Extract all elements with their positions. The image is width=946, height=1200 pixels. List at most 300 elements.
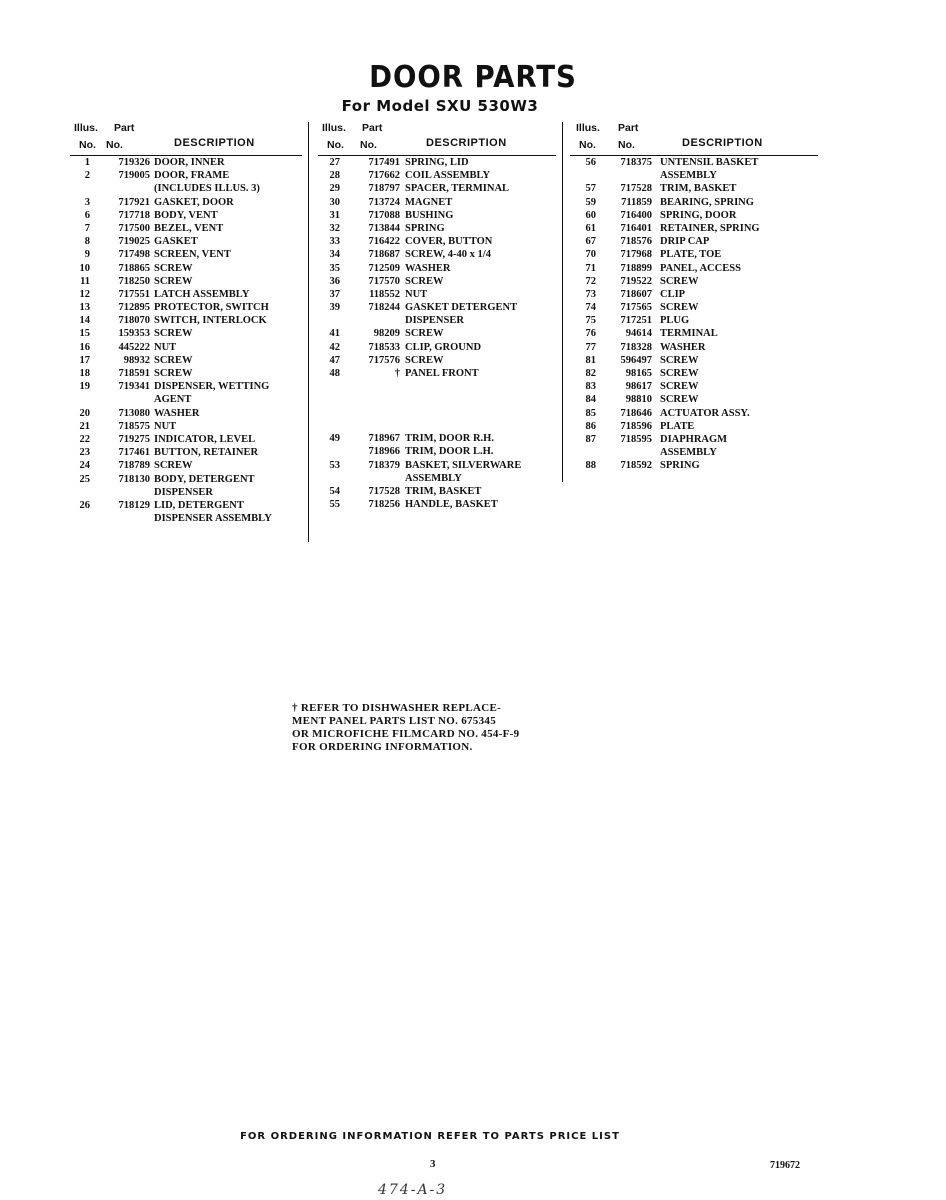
table-row	[70, 222, 305, 235]
table-row	[570, 209, 820, 222]
table-row	[318, 235, 563, 248]
part-description: SPACER, TERMINAL	[405, 183, 510, 195]
part-number: 716400	[620, 209, 652, 221]
note-line: FOR ORDERING INFORMATION.	[292, 741, 473, 753]
part-number: 718250	[118, 275, 150, 287]
part-number: 718797	[368, 183, 400, 195]
part-description: TRIM, DOOR L.H.	[405, 446, 494, 458]
table-row	[318, 314, 563, 327]
part-description: BASKET, SILVERWARE	[405, 459, 522, 471]
illus-number: 37	[329, 288, 340, 300]
part-description: CLIP	[660, 288, 686, 300]
table-row	[70, 275, 305, 288]
part-number: 718070	[118, 315, 150, 327]
table-row	[70, 235, 305, 248]
part-number: 719341	[118, 381, 150, 393]
ordering-note	[292, 702, 592, 754]
part-description: BODY, VENT	[154, 209, 218, 221]
table-row	[70, 314, 305, 327]
part-description: GASKET, DOOR	[154, 196, 234, 208]
part-header: Part	[362, 122, 383, 134]
parts-column-3	[570, 122, 820, 473]
table-row	[570, 301, 820, 314]
illus-number: 13	[79, 302, 90, 314]
part-number: 716422	[368, 236, 400, 248]
part-description: GASKET DETERGENT	[405, 302, 518, 314]
table-row	[318, 262, 563, 275]
table-row	[318, 367, 563, 380]
part-number: 717500	[118, 222, 150, 234]
illus-number: 20	[79, 407, 90, 419]
handwritten-mark: 474-A-3	[378, 1182, 448, 1198]
illus-number: 26	[79, 499, 90, 511]
illus-number: 76	[585, 328, 596, 340]
part-description: SCREW	[660, 381, 699, 393]
part-description: PLATE	[660, 420, 695, 432]
table-row	[70, 354, 305, 367]
part-description: DISPENSER ASSEMBLY	[154, 513, 272, 525]
part-description: SPRING	[405, 222, 445, 234]
illus-number: 74	[585, 302, 596, 314]
illus-number: 81	[585, 354, 596, 366]
illus-number: 8	[84, 236, 90, 248]
part-description: SWITCH, INTERLOCK	[154, 315, 267, 327]
part-description: DISPENSER	[154, 486, 213, 498]
part-number: 718129	[118, 499, 150, 511]
table-row	[318, 169, 563, 182]
illus-no-header: No.	[579, 139, 596, 151]
illus-number: 42	[329, 341, 340, 353]
table-row	[570, 354, 820, 367]
part-number: 98165	[625, 368, 652, 379]
table-row	[318, 327, 563, 340]
part-number: 717565	[620, 302, 652, 314]
part-description: ASSEMBLY	[660, 447, 717, 459]
part-description: ACTUATOR ASSY.	[660, 407, 750, 419]
part-number: 719522	[620, 275, 652, 287]
table-row	[570, 367, 820, 380]
table-row	[570, 380, 820, 393]
table-row	[70, 486, 305, 499]
part-number: 718687	[368, 249, 400, 261]
part-description: LATCH ASSEMBLY	[154, 288, 250, 300]
part-number: 717528	[620, 183, 652, 195]
part-number: 716401	[620, 222, 652, 234]
part-description: BUSHING	[405, 209, 454, 221]
part-description: ASSEMBLY	[660, 170, 717, 182]
table-row	[70, 367, 305, 380]
part-number: 718130	[118, 473, 150, 485]
note-line: MENT PANEL PARTS LIST NO. 675345	[292, 715, 496, 727]
part-number: 712509	[368, 262, 400, 274]
table-row	[318, 472, 563, 485]
illus-header: Illus.	[322, 122, 346, 134]
part-description: SPRING, LID	[405, 157, 469, 168]
part-number: 717251	[620, 315, 652, 327]
illus-number: 84	[585, 394, 596, 406]
column-header	[70, 122, 305, 156]
part-description: SCREW	[660, 368, 699, 379]
part-number: 711859	[621, 196, 652, 208]
illus-number: 28	[329, 170, 340, 182]
part-description: DISPENSER, WETTING	[154, 381, 270, 393]
part-description: SCREW	[660, 394, 699, 406]
part-number: 98810	[625, 394, 652, 406]
part-description: UNTENSIL BASKET	[660, 157, 759, 168]
part-number: 717718	[118, 209, 150, 221]
page-number: 3	[430, 1158, 436, 1170]
table-row	[570, 156, 820, 169]
illus-number: 3	[84, 196, 90, 208]
part-description: NUT	[154, 420, 177, 432]
table-row	[570, 341, 820, 354]
table-row	[318, 485, 563, 498]
part-description: PROTECTOR, SWITCH	[154, 302, 269, 314]
illus-number: 56	[585, 157, 596, 168]
table-row	[570, 314, 820, 327]
part-number: 159353	[118, 328, 150, 340]
part-number: 718596	[620, 420, 652, 432]
illus-number: 24	[79, 460, 90, 472]
part-description: SPRING, DOOR	[660, 209, 737, 221]
part-number: 718865	[118, 262, 150, 274]
part-number: 98209	[373, 328, 400, 340]
part-number: 596497	[620, 354, 652, 366]
part-number: 718591	[118, 368, 150, 379]
illus-number: 49	[329, 433, 340, 445]
illus-number: 60	[585, 209, 596, 221]
table-row	[570, 169, 820, 182]
table-row	[570, 433, 820, 446]
illus-number: 9	[84, 249, 90, 261]
table-row	[570, 420, 820, 433]
table-row	[70, 380, 305, 393]
column-divider-2	[562, 122, 563, 482]
table-row	[318, 288, 563, 301]
part-no-header: No.	[106, 139, 123, 151]
illus-number: 33	[329, 236, 340, 248]
part-number: 718646	[620, 407, 652, 419]
illus-number: 54	[329, 485, 340, 497]
illus-number: 17	[79, 354, 90, 366]
part-description: COIL ASSEMBLY	[405, 170, 491, 182]
part-description: SCREW	[154, 354, 193, 366]
table-row	[570, 288, 820, 301]
illus-number: 6	[84, 209, 90, 221]
part-number: 717498	[118, 249, 150, 261]
table-row	[70, 169, 305, 182]
part-description: PANEL FRONT	[405, 368, 479, 379]
part-number: 713724	[368, 196, 400, 208]
part-number: 717662	[368, 170, 400, 182]
table-row	[318, 209, 563, 222]
table-row	[70, 433, 305, 446]
part-description: DOOR, FRAME	[154, 170, 230, 182]
illus-number: 18	[79, 368, 90, 379]
illus-number: 61	[585, 222, 596, 234]
part-description: PLATE, TOE	[660, 249, 722, 261]
part-number: 719326	[118, 157, 150, 168]
part-description: DOOR, INNER	[154, 157, 225, 168]
note-line: † REFER TO DISHWASHER REPLACE-	[292, 702, 502, 714]
part-number: 718607	[620, 288, 652, 300]
parts-list	[70, 156, 305, 525]
part-description: NUT	[405, 288, 428, 300]
parts-list	[318, 156, 563, 511]
part-description: WASHER	[405, 262, 451, 274]
part-number: 94614	[625, 328, 652, 340]
table-row	[70, 156, 305, 169]
table-row	[318, 498, 563, 511]
table-row	[70, 341, 305, 354]
description-header: DESCRIPTION	[174, 137, 255, 149]
table-row	[570, 196, 820, 209]
part-number: 717461	[118, 447, 150, 459]
illus-number: 15	[79, 328, 90, 340]
table-row	[70, 248, 305, 261]
part-number: 98617	[625, 381, 652, 393]
part-number: 718533	[368, 341, 400, 353]
illus-number: 12	[79, 288, 90, 300]
parts-list	[570, 156, 820, 473]
illus-number: 21	[79, 420, 90, 432]
illus-number: 30	[329, 196, 340, 208]
table-row	[318, 156, 563, 169]
illus-header: Illus.	[74, 122, 98, 134]
part-description: NUT	[154, 341, 177, 353]
part-number: 718592	[620, 460, 652, 472]
part-number: 718375	[620, 157, 652, 168]
table-row	[570, 446, 820, 459]
part-number: 719005	[118, 170, 150, 182]
illus-number: 82	[585, 368, 596, 379]
part-number: 717968	[620, 249, 652, 261]
table-row	[570, 222, 820, 235]
part-description: SCREW	[660, 302, 699, 314]
part-number: 718967	[368, 433, 400, 445]
table-row	[570, 182, 820, 195]
part-description: TERMINAL	[660, 328, 718, 340]
part-number: 98932	[123, 354, 150, 366]
part-number: 717491	[368, 157, 400, 168]
part-description: SCREEN, VENT	[154, 249, 231, 261]
part-description: SCREW	[660, 354, 699, 366]
part-number: 445222	[118, 341, 150, 353]
part-description: PLUG	[660, 315, 690, 327]
illus-number: 32	[329, 222, 340, 234]
table-row	[318, 248, 563, 261]
table-row	[570, 235, 820, 248]
illus-number: 34	[329, 249, 340, 261]
illus-number: 72	[585, 275, 596, 287]
table-row	[318, 301, 563, 314]
part-no-header: No.	[618, 139, 635, 151]
illus-number: 86	[585, 420, 596, 432]
part-description: SCREW	[154, 275, 193, 287]
table-row	[318, 341, 563, 354]
part-description: DIAPHRAGM	[660, 433, 728, 445]
part-number: 718328	[620, 341, 652, 353]
part-description: COVER, BUTTON	[405, 236, 493, 248]
illus-number: 35	[329, 262, 340, 274]
part-description: SCREW	[154, 368, 193, 379]
footer-text: FOR ORDERING INFORMATION REFER TO PARTS PRICE LIST	[240, 1131, 620, 1142]
part-number: 719025	[118, 236, 150, 248]
part-description: SCREW	[154, 262, 193, 274]
part-description: SCREW	[405, 275, 444, 287]
parts-column-2	[318, 122, 563, 511]
illus-number: 7	[84, 222, 90, 234]
description-header: DESCRIPTION	[426, 137, 507, 149]
part-description: LID, DETERGENT	[154, 499, 244, 511]
part-description: TRIM, DOOR R.H.	[405, 433, 494, 445]
table-row	[70, 420, 305, 433]
part-number: 717570	[368, 275, 400, 287]
part-description: SCREW	[405, 328, 444, 340]
table-row	[70, 512, 305, 525]
table-row	[318, 459, 563, 472]
part-no-header: No.	[360, 139, 377, 151]
illus-number: 19	[79, 381, 90, 393]
table-row	[318, 445, 563, 458]
part-header: Part	[114, 122, 135, 134]
part-description: AGENT	[154, 394, 192, 406]
part-description: RETAINER, SPRING	[660, 222, 760, 234]
table-row	[318, 275, 563, 288]
illus-number: 16	[79, 341, 90, 353]
illus-number: 87	[585, 433, 596, 445]
table-row	[70, 209, 305, 222]
table-row	[570, 248, 820, 261]
illus-number: 55	[329, 499, 340, 511]
part-description: SCREW	[154, 460, 193, 472]
table-row	[70, 288, 305, 301]
part-header: Part	[618, 122, 639, 134]
part-number: 718899	[620, 262, 652, 274]
table-row	[318, 222, 563, 235]
part-description: MAGNET	[405, 196, 453, 208]
description-header: DESCRIPTION	[682, 137, 763, 149]
illus-number: 53	[329, 459, 340, 471]
illus-number: 41	[329, 328, 340, 340]
part-number: 718256	[368, 499, 400, 511]
table-row	[70, 446, 305, 459]
table-row	[70, 499, 305, 512]
part-description: WASHER	[154, 407, 200, 419]
part-number: 718379	[368, 459, 400, 471]
table-row	[318, 354, 563, 367]
part-number: 719275	[118, 433, 150, 445]
part-description: BODY, DETERGENT	[154, 473, 255, 485]
illus-number: 71	[585, 262, 596, 274]
document-number: 719672	[770, 1160, 800, 1171]
page-title: DOOR PARTS	[369, 60, 577, 95]
illus-number: 47	[329, 354, 340, 366]
illus-number: 1	[84, 157, 90, 168]
part-number: 717576	[368, 354, 400, 366]
illus-number: 75	[585, 315, 596, 327]
part-description: GASKET	[154, 236, 198, 248]
part-description: DISPENSER	[405, 315, 464, 327]
table-row	[318, 182, 563, 195]
illus-number: 2	[84, 170, 90, 182]
illus-number: 88	[585, 460, 596, 472]
part-description: CLIP, GROUND	[405, 341, 482, 353]
part-description: (INCLUDES ILLUS. 3)	[154, 183, 260, 195]
table-row	[570, 393, 820, 406]
part-number: 718244	[368, 302, 400, 314]
table-row	[70, 301, 305, 314]
part-description: ASSEMBLY	[405, 472, 462, 484]
part-description: PANEL, ACCESS	[660, 262, 741, 274]
illus-number: 27	[329, 157, 340, 168]
row-gap	[318, 380, 563, 432]
table-row	[570, 327, 820, 340]
illus-number: 73	[585, 288, 596, 300]
part-number: 717921	[118, 196, 150, 208]
table-row	[70, 182, 305, 195]
table-row	[318, 196, 563, 209]
illus-number: 22	[79, 433, 90, 445]
illus-number: 29	[329, 183, 340, 195]
illus-number: 11	[80, 275, 90, 287]
illus-number: 36	[329, 275, 340, 287]
column-header	[570, 122, 820, 156]
illus-number: 85	[585, 407, 596, 419]
table-row	[570, 275, 820, 288]
table-row	[70, 473, 305, 486]
part-description: TRIM, BASKET	[405, 485, 482, 497]
table-row	[70, 196, 305, 209]
illus-no-header: No.	[79, 139, 96, 151]
part-description: BEZEL, VENT	[154, 222, 224, 234]
part-description: HANDLE, BASKET	[405, 499, 498, 511]
illus-number: 23	[79, 447, 90, 459]
part-description: SPRING	[660, 460, 700, 472]
part-number: †	[394, 368, 400, 379]
illus-number: 67	[585, 236, 596, 248]
illus-number: 70	[585, 249, 596, 261]
table-row	[570, 262, 820, 275]
part-number: 118552	[369, 288, 400, 300]
part-description: INDICATOR, LEVEL	[154, 433, 256, 445]
illus-number: 77	[585, 341, 596, 353]
illus-number: 59	[585, 196, 596, 208]
part-description: TRIM, BASKET	[660, 183, 737, 195]
part-description: SCREW	[405, 354, 444, 366]
part-number: 718575	[118, 420, 150, 432]
part-description: SCREW	[154, 328, 193, 340]
part-number: 718576	[620, 236, 652, 248]
part-description: SCREW, 4-40 x 1/4	[405, 249, 491, 261]
table-row	[70, 393, 305, 406]
part-number: 713844	[368, 222, 400, 234]
part-number: 718966	[368, 446, 400, 458]
table-row	[318, 432, 563, 445]
table-row	[70, 459, 305, 472]
table-row	[70, 327, 305, 340]
table-row	[70, 262, 305, 275]
part-number: 717528	[368, 485, 400, 497]
illus-number: 10	[79, 262, 90, 274]
part-number: 717551	[118, 288, 150, 300]
illus-number: 25	[79, 473, 90, 485]
column-divider-1	[308, 122, 309, 542]
part-number: 718595	[620, 433, 652, 445]
parts-column-1	[70, 122, 305, 525]
table-row	[570, 459, 820, 472]
column-header	[318, 122, 563, 156]
